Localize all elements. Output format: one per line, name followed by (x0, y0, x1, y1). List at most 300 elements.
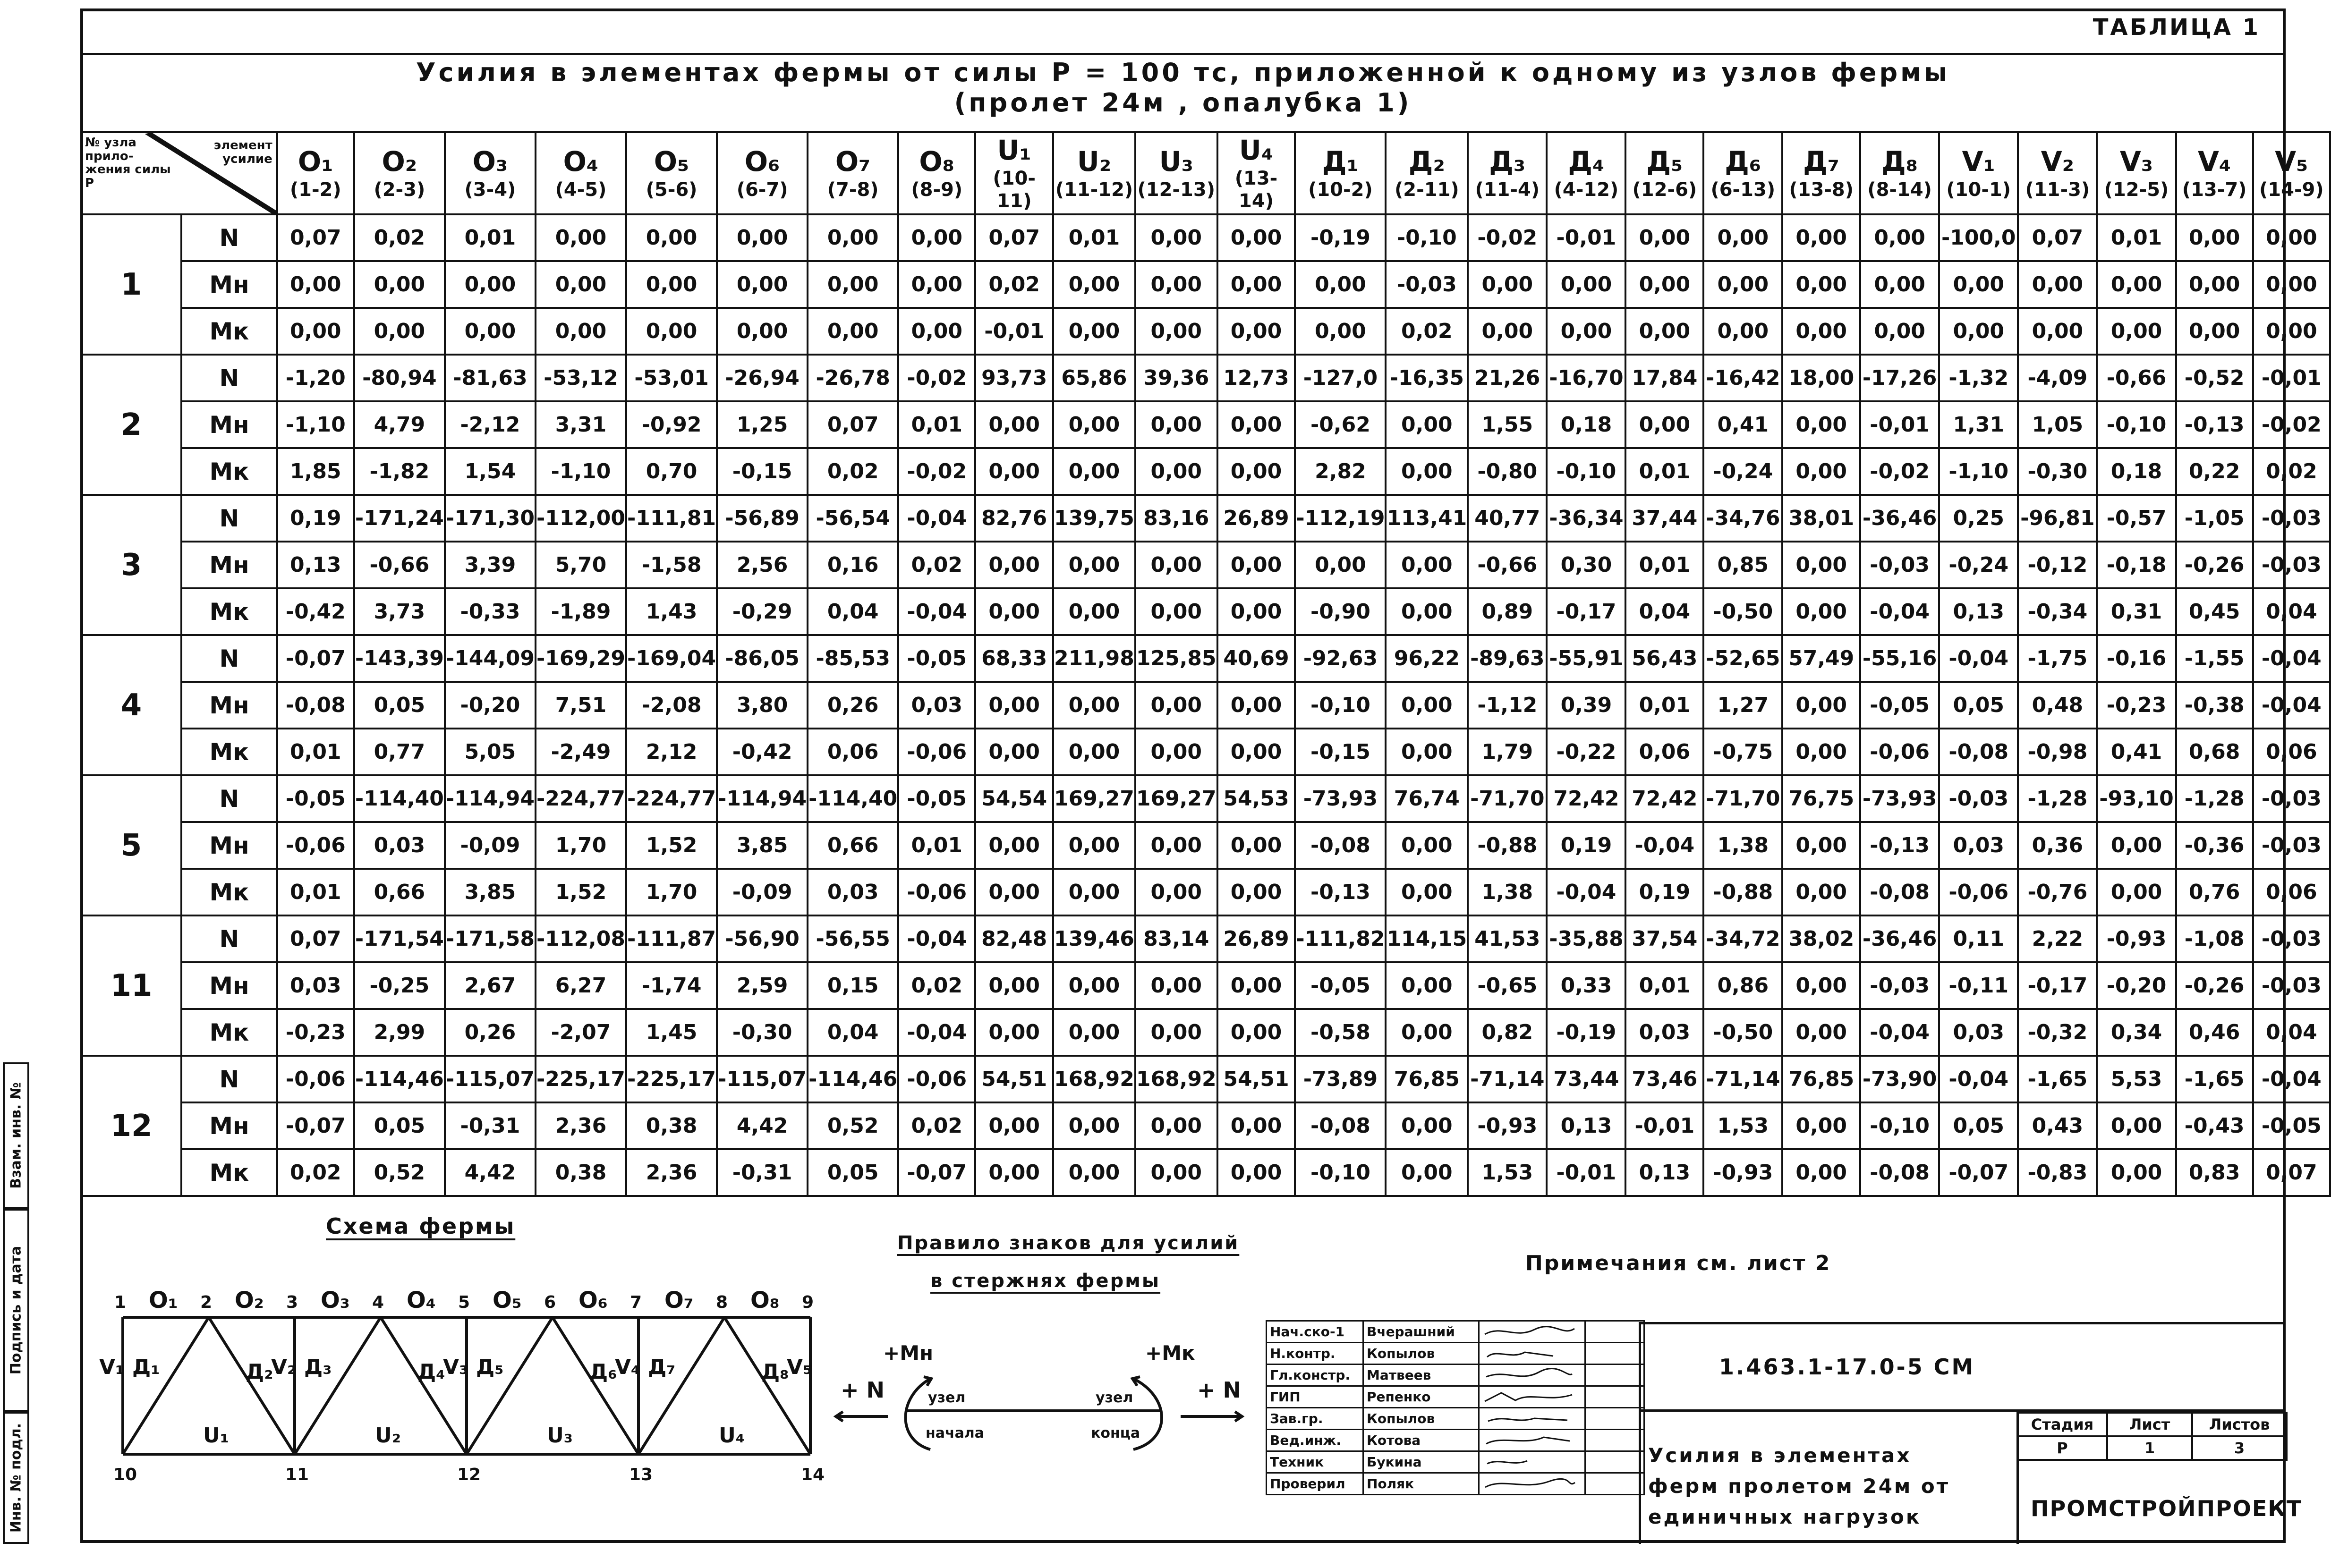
value-cell: -171,54 (354, 915, 445, 962)
stamp-role: Техник (1267, 1451, 1363, 1473)
value-cell: 0,00 (1217, 448, 1295, 495)
force-type-cell: Mн (181, 542, 277, 588)
value-cell: -225,17 (536, 1056, 626, 1102)
force-type-cell: Mн (181, 1102, 277, 1149)
value-cell: -16,70 (1547, 355, 1625, 401)
table-row (81, 355, 2330, 401)
value-cell: -0,65 (1468, 962, 1547, 1009)
value-cell: 0,00 (1386, 1009, 1468, 1056)
value-cell: -0,01 (1860, 401, 1939, 448)
value-cell: 4,79 (354, 401, 445, 448)
value-cell: 0,46 (2176, 1009, 2253, 1056)
element-name: U₄ (1239, 134, 1274, 167)
vertical-label: V₃ (443, 1355, 468, 1379)
value-cell: 0,00 (1625, 401, 1703, 448)
value-cell: -0,93 (1468, 1102, 1547, 1149)
value-cell: -111,87 (626, 915, 717, 962)
diagonal-label: Д₆ (589, 1360, 617, 1384)
force-type-cell: Mк (181, 588, 277, 635)
value-cell: 0,00 (445, 308, 536, 355)
value-cell: -0,92 (626, 401, 717, 448)
force-type-cell: Mн (181, 401, 277, 448)
value-cell: 1,45 (626, 1009, 717, 1056)
value-cell: 0,07 (808, 401, 898, 448)
value-cell: -0,07 (277, 635, 354, 682)
value-cell: 0,00 (975, 822, 1053, 869)
stamp-name: Матвеев (1363, 1365, 1479, 1386)
table-row (81, 915, 2330, 962)
value-cell: -0,36 (2176, 822, 2253, 869)
end-node-label-1: узел (1096, 1390, 1133, 1406)
force-type-cell: N (181, 775, 277, 822)
value-cell: -1,75 (2018, 635, 2097, 682)
node-label: 8 (716, 1293, 728, 1312)
stamp-role: Гл.констр. (1267, 1365, 1363, 1386)
value-cell: 1,70 (626, 869, 717, 915)
value-cell: 0,00 (2097, 1149, 2176, 1196)
value-cell: 0,00 (1703, 214, 1782, 261)
force-type-cell: Mн (181, 261, 277, 308)
value-cell: 0,00 (1135, 448, 1217, 495)
value-cell: 0,00 (975, 1009, 1053, 1056)
value-cell: 0,04 (1625, 588, 1703, 635)
element-name: O₈ (919, 145, 955, 178)
value-cell: 0,00 (1547, 261, 1625, 308)
stamp-name: Котова (1363, 1430, 1479, 1451)
value-cell: 7,51 (536, 682, 626, 729)
value-cell: 82,48 (975, 915, 1053, 962)
force-type-cell: N (181, 635, 277, 682)
chord-label: O₆ (578, 1287, 608, 1314)
corner-force-label: усилие (222, 152, 272, 166)
value-cell: 0,06 (808, 729, 898, 775)
value-cell: 1,38 (1703, 822, 1782, 869)
value-cell: -169,04 (626, 635, 717, 682)
value-cell: 0,02 (898, 1102, 975, 1149)
value-cell: 3,31 (536, 401, 626, 448)
value-cell: 0,00 (1782, 1149, 1860, 1196)
value-cell: 0,00 (717, 261, 808, 308)
sign-rule-title: Правило знаков для усилий (897, 1232, 1240, 1254)
value-cell: -0,06 (898, 729, 975, 775)
node-label: 2 (200, 1293, 213, 1312)
value-cell: 0,00 (1386, 1149, 1468, 1196)
value-cell: 76,75 (1782, 775, 1860, 822)
element-span: (10-1) (1946, 178, 2011, 201)
value-cell: 0,00 (626, 261, 717, 308)
stamp-signature (1479, 1321, 1585, 1343)
node-label: 10 (113, 1465, 137, 1483)
column-header (1703, 132, 1782, 214)
value-cell: -0,06 (1860, 729, 1939, 775)
chord-label: O₇ (664, 1287, 694, 1314)
value-cell: 168,92 (1135, 1056, 1217, 1102)
value-cell: -114,94 (445, 775, 536, 822)
value-cell: 0,18 (1547, 401, 1625, 448)
element-name: O₁ (298, 145, 333, 178)
value-cell: -0,10 (1295, 682, 1386, 729)
value-cell: 73,44 (1547, 1056, 1625, 1102)
table-row (81, 1149, 2330, 1196)
signature-scribble (1482, 1368, 1577, 1382)
value-cell: 0,00 (1386, 822, 1468, 869)
value-cell: -81,63 (445, 355, 536, 401)
value-cell: 0,00 (975, 1102, 1053, 1149)
value-cell: -0,10 (1295, 1149, 1386, 1196)
element-name: U₂ (1077, 145, 1112, 178)
value-cell: 0,00 (1468, 308, 1547, 355)
value-cell: 0,04 (808, 1009, 898, 1056)
value-cell: 37,44 (1625, 495, 1703, 542)
value-cell: -0,26 (2176, 542, 2253, 588)
value-cell: -114,40 (808, 775, 898, 822)
value-cell: 0,70 (626, 448, 717, 495)
value-cell: -1,82 (354, 448, 445, 495)
value-cell: 0,00 (1860, 308, 1939, 355)
value-cell: 0,00 (2176, 308, 2253, 355)
stamp-date (1585, 1386, 1644, 1408)
value-cell: 0,00 (1782, 448, 1860, 495)
element-span: (13-7) (2182, 178, 2247, 201)
value-cell: -0,38 (2176, 682, 2253, 729)
table-row (81, 682, 2330, 729)
value-cell: 0,00 (1053, 261, 1135, 308)
node-label: 11 (285, 1465, 309, 1483)
stage-value: Р (2017, 1436, 2107, 1460)
value-cell: 4,42 (717, 1102, 808, 1149)
value-cell: -1,10 (536, 448, 626, 495)
value-cell: 0,43 (2018, 1102, 2097, 1149)
force-type-cell: Mн (181, 822, 277, 869)
table-row (81, 261, 2330, 308)
value-cell: 0,00 (2253, 261, 2330, 308)
column-header (536, 132, 626, 214)
chord-label: U₃ (547, 1424, 573, 1448)
value-cell: 0,00 (2018, 308, 2097, 355)
value-cell: 0,00 (1135, 588, 1217, 635)
column-header (354, 132, 445, 214)
value-cell: 0,00 (626, 308, 717, 355)
value-cell: 54,53 (1217, 775, 1295, 822)
value-cell: 169,27 (1135, 775, 1217, 822)
sign-rule-diagram (831, 1331, 1256, 1464)
stage-box (2016, 1412, 2288, 1461)
value-cell: 3,39 (445, 542, 536, 588)
chord-label: U₂ (375, 1424, 401, 1448)
sheet-header: Лист (2107, 1413, 2192, 1436)
value-cell: -0,10 (1547, 448, 1625, 495)
value-cell: 0,39 (1547, 682, 1625, 729)
value-cell: 0,07 (975, 214, 1053, 261)
table-row (81, 822, 2330, 869)
stamp-name: Букина (1363, 1451, 1479, 1473)
value-cell: -0,07 (1939, 1149, 2018, 1196)
column-header (1386, 132, 1468, 214)
value-cell: 0,00 (1782, 401, 1860, 448)
value-cell: -0,05 (898, 635, 975, 682)
value-cell: -0,57 (2097, 495, 2176, 542)
value-cell: -56,54 (808, 495, 898, 542)
plus-n-right-label: + N (1197, 1377, 1242, 1403)
value-cell: -0,10 (1386, 214, 1468, 261)
value-cell: 0,05 (354, 682, 445, 729)
value-cell: -0,06 (277, 822, 354, 869)
stamp-row (1267, 1365, 1644, 1386)
value-cell: 0,00 (1053, 308, 1135, 355)
value-cell: 0,03 (1939, 822, 2018, 869)
value-cell: -36,46 (1860, 495, 1939, 542)
value-cell: -0,05 (898, 775, 975, 822)
value-cell: 0,00 (975, 729, 1053, 775)
table-row (81, 1056, 2330, 1102)
value-cell: 0,00 (2176, 261, 2253, 308)
value-cell: -26,78 (808, 355, 898, 401)
force-type-cell: Mк (181, 869, 277, 915)
element-span: (10-11) (993, 167, 1036, 212)
chord-label: O₄ (407, 1287, 436, 1314)
force-type-cell: Mн (181, 962, 277, 1009)
value-cell: -112,19 (1295, 495, 1386, 542)
value-cell: -0,24 (1703, 448, 1782, 495)
value-cell: 0,00 (1053, 401, 1135, 448)
value-cell: 0,00 (277, 261, 354, 308)
node-label: 7 (630, 1293, 642, 1312)
value-cell: 0,00 (1782, 214, 1860, 261)
value-cell: -36,34 (1547, 495, 1625, 542)
diagonal-label: Д₅ (476, 1355, 504, 1379)
value-cell: 0,00 (1782, 682, 1860, 729)
value-cell: 0,00 (975, 542, 1053, 588)
value-cell: 21,26 (1468, 355, 1547, 401)
stamp-name: Вчерашний (1363, 1321, 1479, 1343)
element-span: (4-12) (1554, 178, 1619, 201)
forces-table (80, 131, 2331, 1197)
value-cell: -55,91 (1547, 635, 1625, 682)
value-cell: 0,04 (2253, 588, 2330, 635)
value-cell: -0,42 (717, 729, 808, 775)
element-name: Д₂ (1408, 145, 1445, 178)
value-cell: -80,94 (354, 355, 445, 401)
value-cell: -0,50 (1703, 588, 1782, 635)
value-cell: 2,12 (626, 729, 717, 775)
value-cell: 0,01 (1053, 214, 1135, 261)
element-span: (13-8) (1789, 178, 1854, 201)
diagonal-member (123, 1317, 209, 1454)
value-cell: 0,18 (2097, 448, 2176, 495)
value-cell: 0,01 (277, 869, 354, 915)
column-header (975, 132, 1053, 214)
value-cell: 0,00 (2018, 261, 2097, 308)
node-label: 5 (458, 1293, 470, 1312)
value-cell: -0,03 (2253, 495, 2330, 542)
stamp-row (1267, 1408, 1644, 1430)
value-cell: 0,00 (1217, 542, 1295, 588)
value-cell: 0,86 (1703, 962, 1782, 1009)
value-cell: -0,04 (2253, 682, 2330, 729)
value-cell: -114,94 (717, 775, 808, 822)
value-cell: 0,00 (1625, 308, 1703, 355)
value-cell: -0,13 (2176, 401, 2253, 448)
value-cell: -36,46 (1860, 915, 1939, 962)
value-cell: 0,04 (808, 588, 898, 635)
value-cell: 0,00 (277, 308, 354, 355)
stamp-signature (1479, 1473, 1585, 1495)
table-row (81, 775, 2330, 822)
value-cell: -0,13 (1860, 822, 1939, 869)
value-cell: -115,07 (445, 1056, 536, 1102)
element-span: (11-3) (2025, 178, 2090, 201)
table-row (81, 1009, 2330, 1056)
value-cell: 0,00 (1053, 729, 1135, 775)
node-label: 12 (457, 1465, 481, 1483)
value-cell: 0,26 (445, 1009, 536, 1056)
value-cell: 41,53 (1468, 915, 1547, 962)
chord-label: O₈ (750, 1287, 780, 1314)
value-cell: 38,01 (1782, 495, 1860, 542)
value-cell: 0,38 (536, 1149, 626, 1196)
value-cell: -1,10 (277, 401, 354, 448)
truss-scheme (94, 1275, 831, 1483)
value-cell: -0,08 (1939, 729, 2018, 775)
value-cell: -0,22 (1547, 729, 1625, 775)
value-cell: 0,00 (975, 682, 1053, 729)
value-cell: 0,00 (354, 261, 445, 308)
value-cell: 0,66 (808, 822, 898, 869)
node-label: 14 (801, 1465, 825, 1483)
table-row (81, 729, 2330, 775)
value-cell: 6,27 (536, 962, 626, 1009)
element-name: V₄ (2197, 145, 2231, 178)
value-cell: 114,15 (1386, 915, 1468, 962)
value-cell: 3,73 (354, 588, 445, 635)
value-cell: -0,08 (1295, 822, 1386, 869)
value-cell: 0,00 (1053, 1102, 1135, 1149)
value-cell: -1,58 (626, 542, 717, 588)
value-cell: 54,51 (975, 1056, 1053, 1102)
value-cell: 2,82 (1295, 448, 1386, 495)
value-cell: -2,12 (445, 401, 536, 448)
element-span: (10-2) (1308, 178, 1373, 201)
stamp-row (1267, 1451, 1644, 1473)
value-cell: 0,00 (1625, 261, 1703, 308)
stamp-signatures (1266, 1320, 1645, 1495)
value-cell: -34,76 (1703, 495, 1782, 542)
value-cell: 0,01 (898, 822, 975, 869)
value-cell: 0,01 (445, 214, 536, 261)
signature-scribble (1482, 1390, 1577, 1404)
value-cell: -0,03 (2253, 822, 2330, 869)
value-cell: 4,42 (445, 1149, 536, 1196)
element-span: (11-4) (1475, 178, 1540, 201)
value-cell: 0,01 (1625, 542, 1703, 588)
value-cell: 1,05 (2018, 401, 2097, 448)
value-cell: 0,00 (1782, 1009, 1860, 1056)
value-cell: 0,85 (1703, 542, 1782, 588)
column-header (2176, 132, 2253, 214)
value-cell: 0,03 (1939, 1009, 2018, 1056)
value-cell: 0,00 (1860, 214, 1939, 261)
diagonal-label: Д₈ (761, 1360, 789, 1384)
vertical-label: V₂ (271, 1355, 297, 1379)
value-cell: 0,00 (1295, 261, 1386, 308)
value-cell: 0,15 (808, 962, 898, 1009)
diagonal-label: Д₄ (417, 1360, 445, 1384)
column-header (1295, 132, 1386, 214)
node-label: 9 (802, 1293, 814, 1312)
start-node-label-1: узел (928, 1390, 966, 1406)
value-cell: 0,30 (1547, 542, 1625, 588)
value-cell: 0,00 (1703, 261, 1782, 308)
value-cell: 40,69 (1217, 635, 1295, 682)
value-cell: -2,07 (536, 1009, 626, 1056)
value-cell: 0,00 (1782, 542, 1860, 588)
value-cell: -0,62 (1295, 401, 1386, 448)
table-row (81, 448, 2330, 495)
value-cell: -0,04 (898, 915, 975, 962)
stamp-role: Вед.инж. (1267, 1430, 1363, 1451)
value-cell: 0,00 (1217, 1102, 1295, 1149)
value-cell: 5,05 (445, 729, 536, 775)
value-cell: 0,00 (975, 1149, 1053, 1196)
force-type-cell: N (181, 1056, 277, 1102)
table-label: ТАБЛИЦА 1 (2093, 14, 2260, 41)
value-cell: 2,56 (717, 542, 808, 588)
value-cell: 0,00 (808, 214, 898, 261)
column-header (2097, 132, 2176, 214)
value-cell: 0,00 (1782, 261, 1860, 308)
value-cell: 0,00 (1782, 962, 1860, 1009)
value-cell: 0,00 (1782, 822, 1860, 869)
value-cell: 0,00 (898, 308, 975, 355)
value-cell: -1,28 (2176, 775, 2253, 822)
value-cell: -0,05 (1860, 682, 1939, 729)
value-cell: -0,07 (277, 1102, 354, 1149)
value-cell: 0,00 (2176, 214, 2253, 261)
value-cell: -171,24 (354, 495, 445, 542)
stamp-signature (1479, 1365, 1585, 1386)
value-cell: -0,03 (2253, 915, 2330, 962)
value-cell: 1,70 (536, 822, 626, 869)
element-name: Д₁ (1322, 145, 1359, 178)
stamp-name: Копылов (1363, 1343, 1479, 1365)
value-cell: 0,00 (1135, 214, 1217, 261)
element-span: (12-5) (2104, 178, 2169, 201)
value-cell: 0,06 (2253, 729, 2330, 775)
force-type-cell: N (181, 495, 277, 542)
value-cell: -93,10 (2097, 775, 2176, 822)
force-type-cell: Mк (181, 1149, 277, 1196)
element-span: (8-9) (911, 178, 963, 201)
chord-label: O₅ (493, 1287, 522, 1314)
value-cell: -0,03 (1386, 261, 1468, 308)
node-number-cell: 5 (81, 775, 181, 915)
chord-label: O₁ (149, 1287, 178, 1314)
value-cell: 0,02 (354, 214, 445, 261)
chord-label: O₃ (321, 1287, 350, 1314)
element-span: (14-9) (2259, 178, 2324, 201)
value-cell: 0,00 (808, 308, 898, 355)
value-cell: -0,05 (1295, 962, 1386, 1009)
value-cell: 0,00 (2097, 822, 2176, 869)
value-cell: 5,70 (536, 542, 626, 588)
value-cell: 0,00 (1053, 962, 1135, 1009)
value-cell: -0,04 (1625, 822, 1703, 869)
value-cell: 2,36 (536, 1102, 626, 1149)
value-cell: -0,04 (898, 1009, 975, 1056)
column-header (1625, 132, 1703, 214)
value-cell: -0,04 (898, 588, 975, 635)
value-cell: 17,84 (1625, 355, 1703, 401)
